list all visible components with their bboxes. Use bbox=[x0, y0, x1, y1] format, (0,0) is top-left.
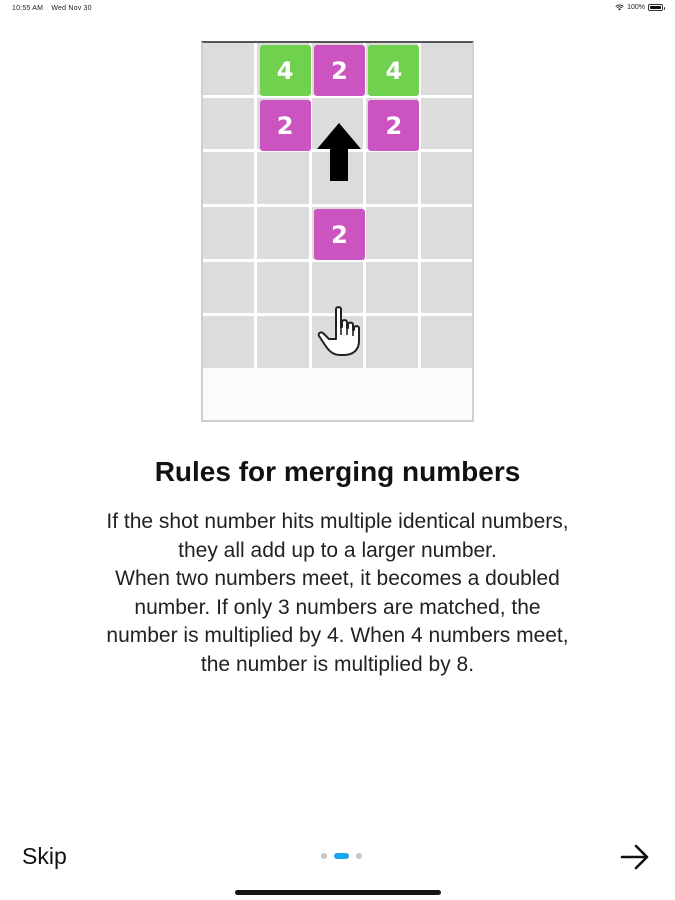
board-cell bbox=[203, 152, 254, 204]
board-cell bbox=[421, 207, 472, 259]
home-indicator bbox=[235, 890, 441, 895]
status-right bbox=[615, 4, 663, 11]
board-cell bbox=[257, 152, 308, 204]
board-cell bbox=[421, 316, 472, 368]
number-tile: 4 bbox=[260, 45, 311, 96]
board-cell bbox=[366, 207, 417, 259]
number-tile: 2 bbox=[368, 100, 419, 151]
board-cell bbox=[203, 316, 254, 368]
board-cell bbox=[421, 43, 472, 95]
board-cell bbox=[257, 262, 308, 314]
battery-percent: 100% bbox=[627, 4, 645, 11]
page-dot-active bbox=[334, 853, 349, 859]
status-time: 10:55 AM bbox=[12, 5, 44, 12]
status-date: Wed Nov 30 bbox=[51, 5, 92, 12]
rules-line: number. If only 3 numbers are matched, the bbox=[134, 595, 541, 619]
board-cell bbox=[421, 152, 472, 204]
board-cell bbox=[257, 316, 308, 368]
page-title: Rules for merging numbers bbox=[154, 456, 521, 487]
rules-description bbox=[40, 508, 635, 680]
pointing-hand-icon bbox=[316, 305, 364, 357]
board-cell bbox=[366, 262, 417, 314]
board-cell bbox=[366, 316, 417, 368]
rules-line: If the shot number hits multiple identical numbers, bbox=[106, 510, 569, 533]
game-board-illustration bbox=[201, 41, 474, 422]
board-cell bbox=[203, 98, 254, 150]
wifi-icon bbox=[615, 4, 624, 11]
board-cell bbox=[366, 152, 417, 204]
rules-line: they all add up to a larger number. bbox=[178, 538, 497, 562]
arrow-up-icon bbox=[315, 121, 363, 183]
board-cell bbox=[421, 98, 472, 150]
battery-icon bbox=[648, 4, 663, 11]
status-bar bbox=[0, 0, 675, 18]
board-cell bbox=[203, 207, 254, 259]
number-tile: 4 bbox=[368, 45, 419, 96]
rules-line: the number is multiplied by 8. bbox=[200, 652, 475, 676]
rules-line: When two numbers meet, it becomes a doubled bbox=[115, 567, 560, 591]
number-tile: 2 bbox=[314, 45, 365, 96]
number-tile: 2 bbox=[314, 209, 365, 260]
skip-button[interactable]: Skip bbox=[22, 843, 67, 869]
page-dot bbox=[321, 853, 327, 859]
status-left bbox=[12, 5, 98, 12]
page-indicator bbox=[321, 852, 362, 860]
board-cell bbox=[203, 43, 254, 95]
board-cell bbox=[203, 262, 254, 314]
arrow-right-icon[interactable] bbox=[620, 844, 650, 870]
rules-line: number is multiplied by 4. When 4 numbers meet, bbox=[106, 624, 569, 648]
board-cell bbox=[257, 207, 308, 259]
number-tile: 2 bbox=[260, 100, 311, 151]
page-dot bbox=[356, 853, 362, 859]
board-cell bbox=[421, 262, 472, 314]
